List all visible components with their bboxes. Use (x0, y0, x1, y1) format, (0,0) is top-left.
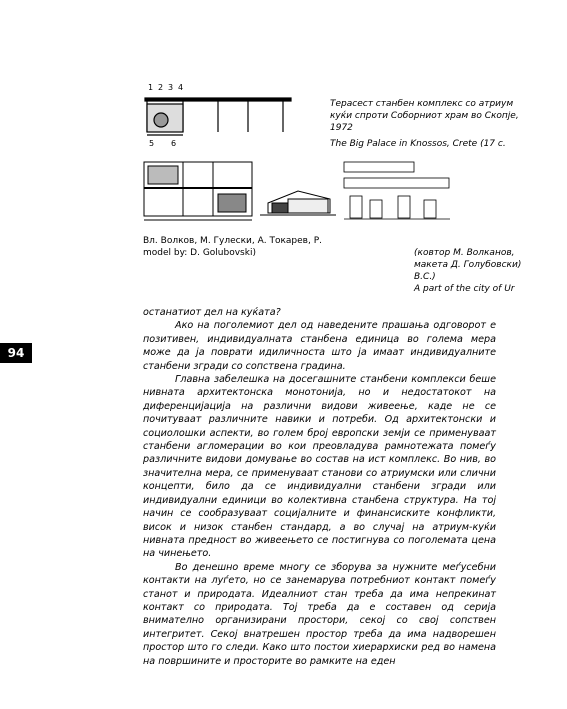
plan-number-3: 3 (168, 83, 174, 92)
terrace-plan-figure (143, 80, 293, 150)
ur-elevation-figure (340, 160, 455, 222)
plan-number-2: 2 (158, 83, 164, 92)
terrace-caption: Терасест станбен комплекс со атриум куќи спроти Соборниот храм во Скопје, 1972 (330, 99, 519, 133)
plan-number-5: 5 (149, 139, 155, 148)
paragraph: останатиот дел на куќата? (143, 307, 281, 318)
plan-number-1: 1 (148, 83, 154, 92)
house-sketch-figure (258, 185, 338, 217)
body-text (143, 306, 496, 668)
plan-number-6: 6 (171, 139, 177, 148)
paragraph: Ако на поголемиот дел од наведените прашања одговорот е позитивен, индивидуалната станбена единица во голема мера може да ја поврати идиличноста што ја имаат индивидуалните станбени згради со сопствена градина. (143, 320, 496, 372)
authors-caption: Вл. Волков, М. Гулески, А. Токарев, Р. model by: D. Golubovski) (143, 236, 322, 258)
page-number: 94 (0, 343, 32, 363)
ur-caption: (кoвтор М. Волканов, макета Д. Голубовски) B.C.) A part of the city of Ur (414, 248, 522, 294)
paragraph: Главна забелешка на досегашните станбени комплекси беше нивната архитектонска монотонија, но и недостатокот на диференцијација на различни видови живеење, каде не се почитуваат различните навики и потреби. Од архитектонски и социолошки аспекти, во голем број европски земји се применуваат станбени агломерации во кои преовладува рамнотежата помеѓу различните видови домување во состав на ист комплекс. Во нив, во значителна мера, се применуваат станови со атриумски или слични концепти, било да се индивидуални станбени згради или индивидуални единици во колективна станбена структура. На тој начин се сообразуваат социјалните и финансиските конфликти, висок и низок станбен стандард, а во случај на атриум-куќи нивната предност во живеењето се постигнува со поголемата цена на чинењето. (143, 374, 496, 560)
knossos-plan-figure (143, 160, 253, 222)
knossos-caption: The Big Palace in Knossos, Crete (17 c. (330, 139, 506, 149)
paragraph: Во денешно време многу се зборува за нужните меѓусебни контакти на луѓето, но се занемарува потребниот контакт помеѓу станот и природата. Идеалниот стан треба да има непрекинат контакт со природата. Тој треба да е составен од серија внимателно организирани простори, секој со свој сопствен интегритет. Секој внатрешен простор треба да има надворешен простор што го следи. Како што постои хиерархиски ред во намена на површините и просторите во рамките на еден (143, 561, 496, 667)
plan-number-4: 4 (178, 83, 184, 92)
